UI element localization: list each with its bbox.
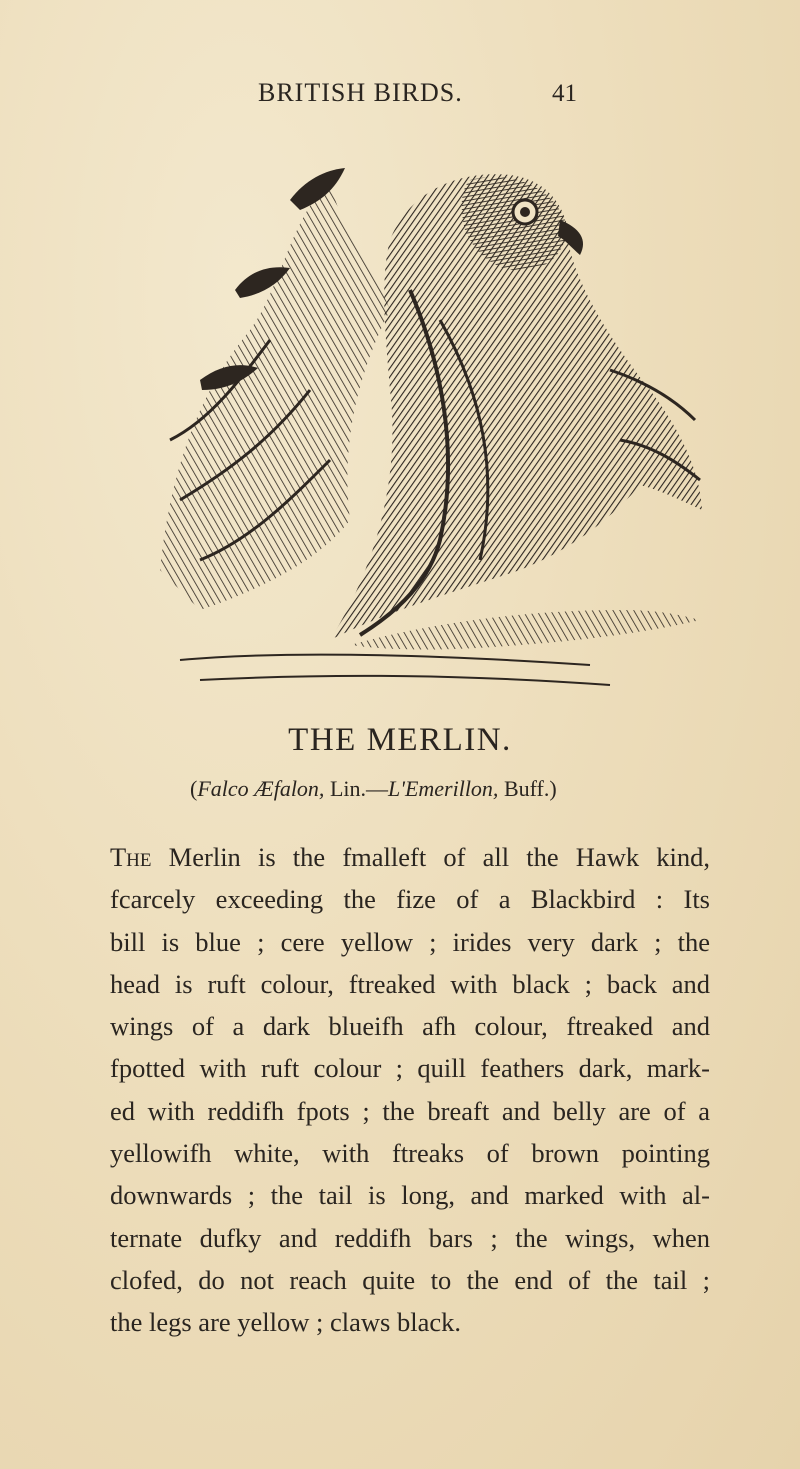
- merlin-woodcut-icon: [140, 140, 710, 700]
- page-number: 41: [552, 80, 577, 107]
- caption-buffon: Buff.): [498, 776, 557, 801]
- body-line: ed with reddifh fpots ; the breaft and belly are of a: [110, 1095, 710, 1126]
- caption-latin-name: Falco Æfalon,: [197, 776, 325, 801]
- caption-linnaeus: Lin.—: [324, 776, 388, 801]
- running-title: BRITISH BIRDS.: [258, 78, 463, 107]
- running-head: [0, 78, 800, 118]
- body-line: fpotted with ruft colour ; quill feathers dark, mark-: [110, 1053, 710, 1084]
- caption-open-paren: (: [190, 776, 198, 801]
- body-line: downwards ; the tail is long, and marked with al-: [110, 1180, 710, 1211]
- body-first-word: The: [110, 842, 152, 872]
- body-line: ternate dufky and reddifh bars ; the wings, when: [110, 1222, 710, 1253]
- body-line: fcarcely exceeding the fize of a Blackbird : Its: [110, 884, 710, 915]
- caption-title: THE MERLIN.: [288, 722, 512, 758]
- body-line: yellowifh white, with ftreaks of brown pointing: [110, 1138, 710, 1169]
- caption-names: [190, 776, 557, 802]
- body-line: clofed, do not reach quite to the end of the tail ;: [110, 1264, 710, 1295]
- body-line: the legs are yellow ; claws black.: [110, 1307, 461, 1338]
- body-line: wings of a dark blueifh afh colour, ftreaked and: [110, 1011, 710, 1042]
- body-line: The Merlin is the fmalleft of all the Hawk kind,: [110, 842, 710, 872]
- body-line: bill is blue ; cere yellow ; irides very dark ; the: [110, 926, 710, 957]
- caption-french-name: L'Emerillon,: [388, 776, 499, 801]
- body-line: head is ruft colour, ftreaked with black ; back and: [110, 968, 710, 999]
- body-paragraph: [110, 836, 710, 1344]
